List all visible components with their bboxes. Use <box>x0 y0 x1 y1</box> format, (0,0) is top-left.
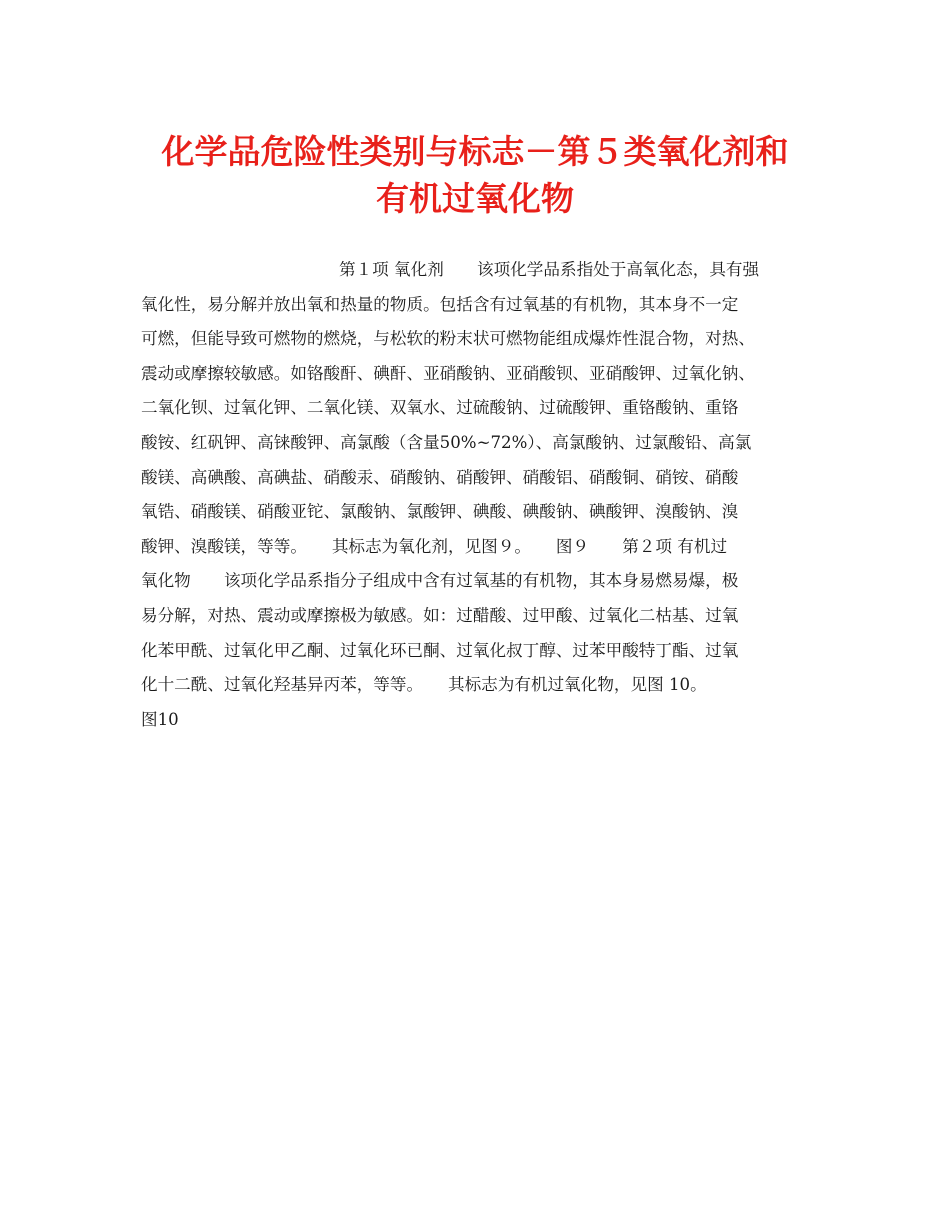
body-line: 化苯甲酰、过氧化甲乙酮、过氧化环已酮、过氧化叔丁醇、过苯甲酸特丁酯、过氧 <box>141 640 739 660</box>
body-line: 氧化物 该项化学品系指分子组成中含有过氧基的有机物，其本身易燃易爆，极 <box>141 571 739 591</box>
body-line: 震动或摩擦较敏感。如铬酸酐、碘酐、亚硝酸钠、亚硝酸钡、亚硝酸钾、过氧化钠、 <box>141 363 755 383</box>
body-line: 可燃，但能导致可燃物的燃烧，与松软的粉末状可燃物能组成爆炸性混合物，对热、 <box>141 329 755 349</box>
body-line: 氧锆、硝酸镁、硝酸亚铊、氯酸钠、氯酸钾、碘酸、碘酸钠、碘酸钾、溴酸钠、溴 <box>141 502 739 522</box>
body-line: 酸镁、高碘酸、高碘盐、硝酸汞、硝酸钠、硝酸钾、硝酸铝、硝酸铜、硝铵、硝酸 <box>141 467 739 487</box>
body-line: 图10 <box>141 709 179 729</box>
body-line: 酸铵、红矾钾、高铼酸钾、高氯酸（含量50%~72%）、高氯酸钠、过氯酸铅、高氯 <box>141 432 752 452</box>
title-line-2: 有机过氧化物 <box>376 179 574 218</box>
body-line: 第１项 氧化剂 该项化学品系指处于高氧化态，具有强 <box>339 260 760 279</box>
body-line: 易分解，对热、震动或摩擦极为敏感。如：过醋酸、过甲酸、过氧化二枯基、过氧 <box>141 605 739 625</box>
body-line: 酸钾、溴酸镁，等等。 其标志为氧化剂，见图９。 图９ 第２项 有机过 <box>141 536 728 556</box>
body-line: 氧化性，易分解并放出氧和热量的物质。包括含有过氧基的有机物，其本身不一定 <box>141 294 739 314</box>
body-line: 化十二酰、过氧化羟基异丙苯，等等。 其标志为有机过氧化物，见图 10。 <box>141 675 707 695</box>
document-title <box>100 128 850 222</box>
document-body <box>141 253 816 737</box>
title-line-1: 化学品危险性类别与标志－第５类氧化剂和 <box>161 132 789 171</box>
body-line: 二氧化钡、过氧化钾、二氧化镁、双氧水、过硫酸钠、过硫酸钾、重铬酸钠、重铬 <box>141 398 739 418</box>
